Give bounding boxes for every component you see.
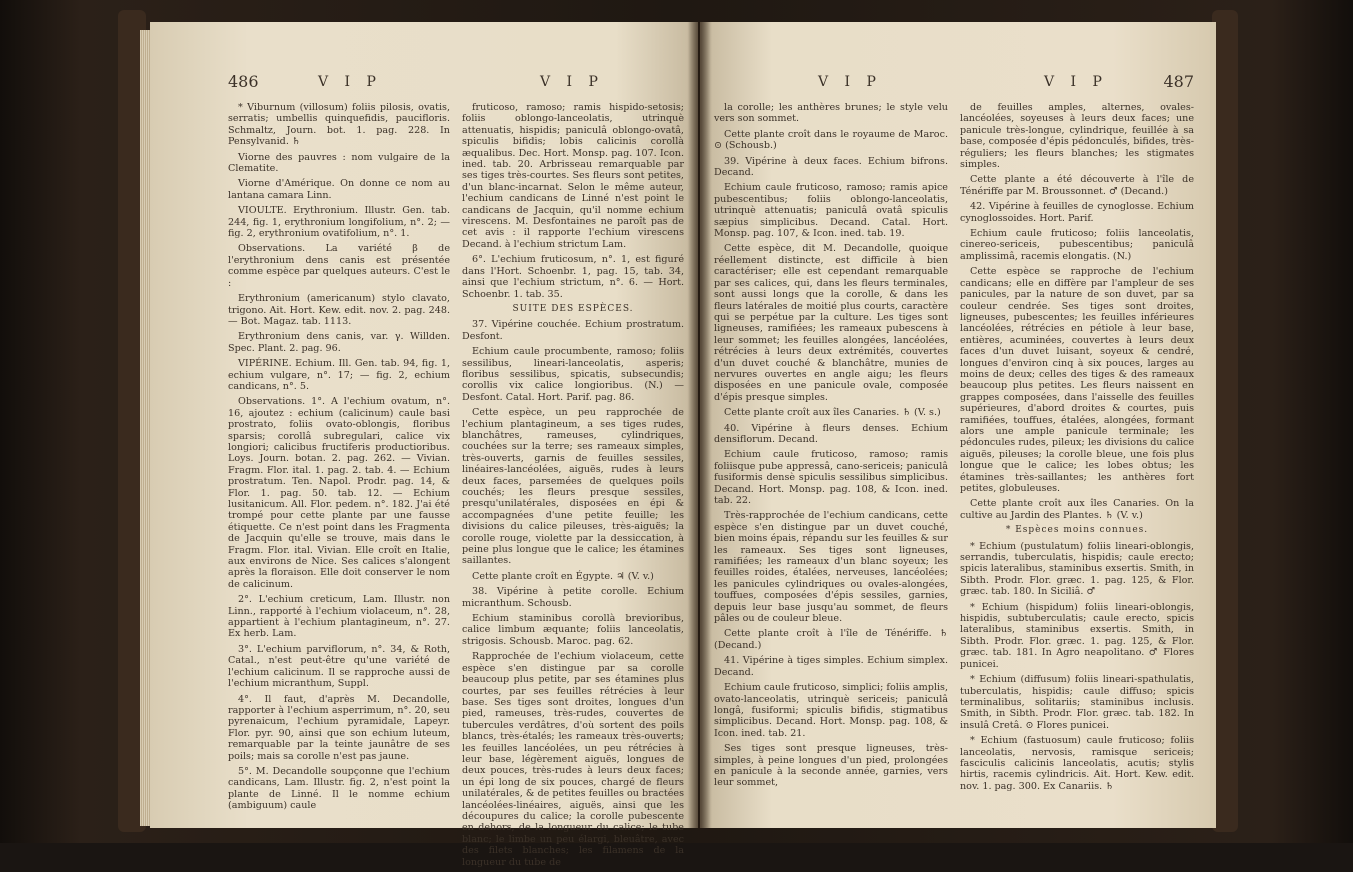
left-page-number: 486 [228,72,259,91]
left-column-1 [228,102,450,872]
left-page-stack [140,30,150,826]
paragraph: SUITE DES ESPÈCES. [512,303,634,314]
paragraph: * Espèces moins connues. [1005,525,1149,536]
paragraph: 6°. L'echium fruticosum, n°. 1, est figuré dans l'Hort. Schoenbr. 1, pag. 15, tab. 34, ainsi que l'echium strictum, n°. 6. — Hort. Schoenbr. 1. tab. 35. [462,254,684,300]
right-header [714,62,1194,102]
paragraph: Echium staminibus corollà brevioribus, calice limbum æquante; foliis lanceolatis, strigosis. Schousb. Maroc. pag. 62. [462,613,684,647]
paragraph: * Echium (pustulatum) foliis lineari-oblongis, serrandis, tuberculatis, hispidis; caule erecto; spicis lateralibus, staminibus exsertis. Smith, in Sibth. Prodr. Flor. græc. 1. pag. 125, & Flor. græc. tab. 180. In Siciliâ. ♂ [960,540,1194,598]
paragraph: Ses tiges sont presque ligneuses, très-simples, à peine longues d'un pied, prolongées en panicule à la seconde année, garnies, vers leur sommet, [714,743,948,789]
paragraph: 37. Vipérine couchée. Echium prostratum. Desfont. [462,319,684,342]
left-header [228,62,684,102]
paragraph: Cette plante croît à l'île de Ténériffe. ♄ (Decand.) [714,628,948,651]
paragraph: fruticoso, ramoso; ramis hispido-setosis; foliis oblongo-lanceolatis, utrinquè attenuatis, hispidis; paniculâ oblongo-ovatâ, spiculis bifidis; lobis calicinis corollà æqualibus. Dec. Hort. Monsp. pag. 107. Icon. ined. tab. 20. Arbrisseau remarquable par ses tiges très-courtes. Ses fleurs sont petites, d'un blanc-incarnat. Selon le même auteur, l'echium candicans de Linné n'est point le candicans de Jacquin, qu'il nomme echium virescens. M. Desfontaines ne paroît pas de cet avis : il rapporte l'echium virescens Decand. à l'echium strictum Lam. [462,102,684,250]
paragraph: * Echium (hispidum) foliis lineari-oblongis, hispidis, subtuberculatis; caule erecto, spicis lateralibus, staminibus exsertis. Smith, in Sibth. Prodr. Flor. græc. 1. pag. 125, & Flor. græc. tab. 181. In Agro neapolitano. ♂ Flores punicei. [960,601,1194,670]
right-page [700,22,1216,828]
paragraph: Erythronium dens canis, var. γ. Willden. Spec. Plant. 2. pag. 96. [228,331,450,354]
right-column-2 [960,102,1194,796]
right-running-head-1: V I P [818,74,882,90]
paragraph: Echium caule fruticoso, ramoso; ramis foliisque pube appressâ, cano-sericeis; paniculâ fusiformis densè spiculis sessilibus simplicibus. Decand. Hort. Monsp. pag. 108, & Icon. ined. tab. 22. [714,449,948,506]
paragraph: Cette espèce, dit M. Decandolle, quoique réellement distincte, est difficile à bien caractériser; elle est cependant remarquable par ses calices, qui, dans les fleurs terminales, sont aussi longs que la corolle, & dans les fleurs latérales de moitié plus courts, caractère qui se perpétue par la culture. Les tiges sont ligneuses, ramifiées; les rameaux pubescens à leur sommet; les feuilles alongées, lancéolées, rétrécies à leurs deux extrémités, couvertes d'un duvet couché & blanchâtre, munies de nervures ouvertes en angle aigu; les fleurs disposées en une panicule ovale, composée d'épis presque simples. [714,243,948,403]
paragraph: de feuilles amples, alternes, ovales-lancéolées, soyeuses à leurs deux faces; une panicule très-longue, cylindrique, feuillée à sa base, composée d'épis pédonculés, bifides, très-réguliers; les fleurs blanches; les stigmates simples. [960,102,1194,171]
paragraph: 38. Vipérine à petite corolle. Echium micranthum. Schousb. [462,586,684,609]
paragraph: VIOULTE. Erythronium. Illustr. Gen. tab. 244, fig. 1, erythronium longifolium, n°. 2; — fig. 2, erythronium ovatifolium, n°. 1. [228,205,450,240]
paragraph: * Echium (diffusum) foliis lineari-spathulatis, tuberculatis, hispidis; caule diffuso; spicis terminalibus, solitariis; staminibus inclusis. Smith, in Sibth. Prodr. Flor. græc. tab. 182. In insulâ Cretâ. ⊙ Flores punicei. [960,674,1194,731]
paragraph: * Viburnum (villosum) foliis pilosis, ovatis, serratis; umbellis quinquefidis, paucifloris. Schmaltz, Journ. bot. 1. pag. 228. In Pensylvanid. ♄ [228,102,450,148]
paragraph: Cette plante croît aux îles Canaries. On la cultive au Jardin des Plantes. ♄ (V. v.) [960,498,1194,521]
paragraph: Observations. La variété β de l'erythronium dens canis est présentée comme espèce par quelques auteurs. C'est le : [228,243,450,289]
paragraph: Cette plante croît aux îles Canaries. ♄ (V. s.) [724,407,941,419]
paragraph: Cette espèce, un peu rapprochée de l'echium plantagineum, a ses tiges rudes, blanchâtres, rameuses, cylindriques, couchées sur la terre; ses rameaux simples, très-ouverts, garnis de feuilles sessiles, linéaires-lancéolées, aiguës, rudes à leurs deux faces, parsemées de quelques poils couchés; les fleurs presque sessiles, presqu'unilatérales, disposées en épi & accompagnées d'une petite feuille; les divisions du calice pileuses, très-aiguës; la corolle rouge, violette par la dessiccation, à peine plus longue que le calice; les étamines saillantes. [462,407,684,567]
paragraph: la corolle; les anthères brunes; le style velu vers son sommet. [714,102,948,125]
paragraph: 3°. L'echium parviflorum, n°. 34, & Roth, Catal., n'est peut-être qu'une variété de l'echium calicinum. Il se rapproche aussi de l'echium micranthum, Suppl. [228,643,450,690]
paragraph: Echium caule fruticoso; foliis lanceolatis, cinereo-sericeis, pubescentibus; paniculâ amplissimâ, racemis elongatis. (N.) [960,228,1194,262]
left-running-head-2: V I P [540,74,604,90]
paragraph: 42. Vipérine à feuilles de cynoglosse. Echium cynoglossoides. Hort. Parif. [960,201,1194,224]
paragraph: Cette plante croît en Égypte. ♃ (V. v.) [472,570,654,582]
paragraph: Très-rapprochée de l'echium candicans, cette espèce s'en distingue par un duvet couché, bien moins épais, répandu sur les feuilles & sur les rameaux. Ses tiges sont ligneuses, ramifiées; les rameaux d'un blanc soyeux; les feuilles roides, étalées, nerveuses, lancéolées; les panicules cylindriques ou ovales-alongées, touffues, composées d'épis sessiles, garnies, depuis leur base jusqu'au sommet, de fleurs pâles ou de couleur bleue. [714,510,948,625]
paragraph: 5°. M. Decandolle soupçonne que l'echium candicans, Lam. Illustr. fig. 2, n'est point la plante de Linné. Il le nomme echium (ambiguum) caule [228,765,450,812]
paragraph: Cette espèce se rapproche de l'echium candicans; elle en diffère par l'ampleur de ses panicules, par la nature de son duvet, par sa couleur cendrée. Ses tiges sont droites, ligneuses, pubescentes; les feuilles inférieures lancéolées, rétrécies en pétiole à leur base, entières, acuminées, couvertes à leurs deux faces d'un duvet luisant, soyeux & cendré, longues d'environ cinq à six pouces, larges au moins de deux; celles des tiges & des rameaux beaucoup plus petites. Les fleurs naissent en grappes composées, dans l'aisselle des feuilles supérieures, d'abord droites & courtes, puis ramifiées, touffues, étalées, alongées, formant alors une ample panicule terminale; les pédoncules rudes, pileux; les divisions du calice aiguës, pileuses; la corolle bleue, une fois plus longue que le calice; les lobes obtus; les étamines très-saillantes; les anthères fort petites, globuleuses. [960,266,1194,494]
paragraph: 39. Vipérine à deux faces. Echium bifrons. Decand. [714,155,948,179]
paragraph: Cette plante a été découverte à l'île de Ténériffe par M. Broussonnet. ♂ (Decand.) [960,174,1194,197]
book-gutter [688,22,712,828]
paragraph: 40. Vipérine à fleurs denses. Echium densiflorum. Decand. [714,422,948,445]
paragraph: * Echium (fastuosum) caule fruticoso; foliis lanceolatis, nervosis, ramisque sericeis; fasciculis calicinis lanceolatis, acutis; stylis hirtis, racemis cylindricis. Ait. Hort. Kew. edit. nov. 1. pag. 300. Ex Canariis. ♄ [960,735,1194,792]
paragraph: Echium caule fruticoso, ramoso; ramis apice pubescentibus; foliis oblongo-lanceolatis, utrinquè attenuatis; paniculâ ovatâ spiculis sæpius simplicibus. Decand. Catal. Hort. Monsp. pag. 107, & Icon. ined. tab. 19. [714,182,948,240]
paragraph: 2°. L'echium creticum, Lam. Illustr. non Linn., rapporté à l'echium violaceum, n°. 28, appartient à l'echium plantagineum, n°. 27. Ex herb. Lam. [228,594,450,640]
paragraph: Viorne d'Amérique. On donne ce nom au lantana camara Linn. [228,178,450,201]
right-column-1 [714,102,948,796]
left-page [150,22,698,868]
paragraph: Rapprochée de l'echium violaceum, cette espèce s'en distingue par sa corolle beaucoup plus petite, par ses étamines plus courtes, par ses feuilles rétrécies à leur base. Ses tiges sont droites, longues d'un pied, rameuses, très-rudes, couvertes de tubercules verdâtres, d'où sortent des poils blancs, très-étalés; les rameaux très-ouverts; les feuilles lancéolées, un peu rétrécies à leur base, légèrement aiguës, longues de deux pouces, très-rudes à leurs deux faces; un épi long de six pouces, chargé de fleurs unilatérales, & de petites feuilles ou bractées lancéolées-linéaires, aiguës, ainsi que les découpures du calice; la corolle pubescente en dehors, de la longueur du calice; le tube blanc; le limbe un peu élargi, bleuâtre, avec des filets blanches; les filamens de la longueur du tube de [462,651,684,868]
paragraph: Erythronium (americanum) stylo clavato, trigono. Ait. Hort. Kew. edit. nov. 2. pag. 248. — Bot. Magaz. tab. 1113. [228,293,450,327]
right-page-number: 487 [1163,72,1194,91]
paragraph: 4°. Il faut, d'après M. Decandolle, rapporter à l'echium asperrimum, n°. 20, seu pyrenaicum, l'echium pyramidale, Lapeyr. Flor. pyr. 90, ainsi que son echium luteum, remarquable par la teinte jaunâtre de ses poils; mais sa corolle n'est pas jaune. [228,693,450,762]
paragraph: 41. Vipérine à tiges simples. Echium simplex. Decand. [714,655,948,678]
paragraph: Echium caule procumbente, ramoso; foliis sessilibus, lineari-lanceolatis, asperis; floribus sessilibus, spicatis, subsecundis; corollis vix calice longioribus. (N.) — Desfont. Catal. Hort. Parif. pag. 86. [462,346,684,403]
paragraph: Echium caule fruticoso, simplici; foliis amplis, ovato-lanceolatis, utrinquè sericeis; paniculâ longâ, fusiformi; spiculis bifidis, stigmatibus simplicibus. Decand. Hort. Monsp. pag. 108, & Icon. ined. tab. 21. [714,682,948,739]
paragraph: VIPÉRINE. Echium. Ill. Gen. tab. 94, fig. 1, echium vulgare, n°. 17; — fig. 2, echium candicans, n°. 5. [228,358,450,392]
left-column-2 [462,102,684,872]
paragraph: Observations. 1°. A l'echium ovatum, n°. 16, ajoutez : echium (calicinum) caule basi prostrato, foliis ovato-oblongis, floribus sparsis; corollâ subregulari, calice vix longiori; calicibus fructiferis productioribus. Loys. Journ. botan. 2. pag. 262. — Vivian. Fragm. Flor. ital. 1. pag. 2. tab. 4. — Echium prostratum. Ten. Napol. Prodr. pag. 14, & Flor. 1. pag. 50. tab. 12. — Echium lusitanicum. All. Flor. pedem. n°. 182. J'ai été trompé pour cette plante par une fausse étiquette. Ce n'est point dans les Fragmenta de Jacquin qu'elle se trouve, mais dans le Fragm. Flor. ital. Vivian. Elle croît en Italie, aux environs de Nice. Ses calices s'alongent après la floraison. Elle doit conserver le nom de calicinum. [228,396,450,590]
left-running-head-1: V I P [318,74,382,90]
paragraph: Viorne des pauvres : nom vulgaire de la Clematite. [228,151,450,175]
paragraph: Cette plante croît dans le royaume de Maroc. ⊙ (Schousb.) [714,128,948,152]
right-running-head-2: V I P [1044,74,1108,90]
